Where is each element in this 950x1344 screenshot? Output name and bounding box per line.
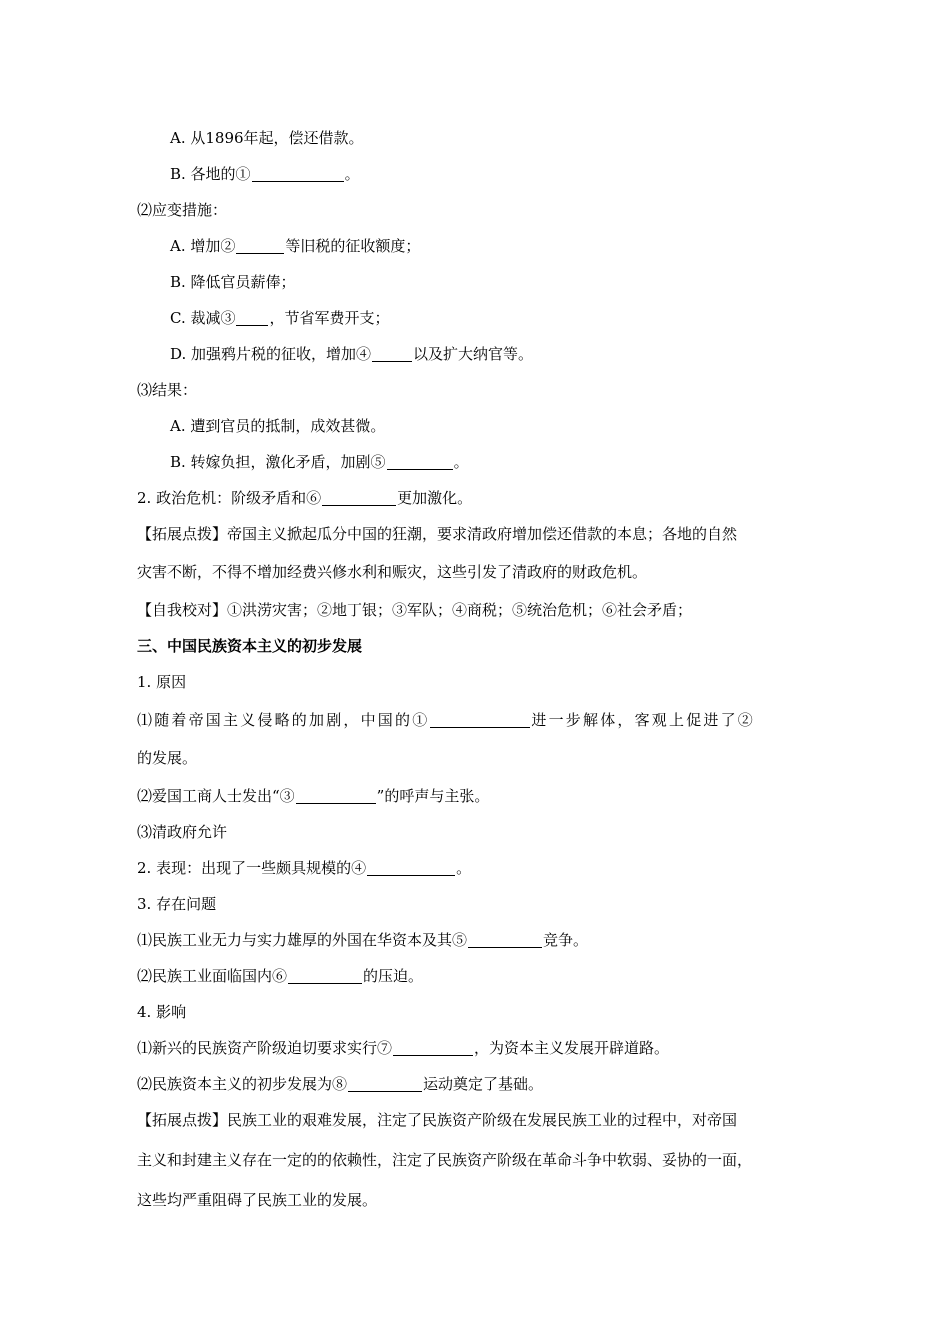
- measure-b: B. 降低官员薪俸；: [170, 273, 296, 291]
- blank-s3-1[interactable]: [430, 712, 530, 728]
- self-check: 【自我校对】①洪涝灾害；②地丁银；③军队；④商税；⑤统治危机；⑥社会矛盾；: [137, 601, 693, 619]
- problem-2: ⑵民族工业面临国内⑥ 的压迫。: [137, 967, 424, 985]
- tip-1-line-1: 【拓展点拨】帝国主义掀起瓜分中国的狂潮，要求清政府增加偿还借款的本息；各地的自然: [137, 525, 738, 543]
- cause-1-line-2: 的发展。: [137, 749, 198, 767]
- blank-1[interactable]: [252, 166, 344, 182]
- cause-heading: 1. 原因: [137, 673, 187, 691]
- measures-heading: ⑵应变措施：: [137, 201, 228, 219]
- blank-s3-6[interactable]: [288, 968, 362, 984]
- tip-2-line-2: 主义和封建主义存在一定的的依赖性，注定了民族资产阶级在革命斗争中软弱、妥协的一面，: [137, 1151, 753, 1169]
- cause-2: ⑵爱国工商人士发出“③ ”的呼声与主张。: [137, 787, 490, 805]
- blank-s3-5[interactable]: [468, 932, 542, 948]
- cause-a: A. 从1896年起，偿还借款。: [170, 129, 364, 147]
- impact-heading: 4. 影响: [137, 1003, 187, 1021]
- blank-s3-7[interactable]: [393, 1040, 473, 1056]
- measure-a: A. 增加② 等旧税的征收额度；: [170, 237, 421, 255]
- result-b: B. 转嫁负担，激化矛盾，加剧⑤ 。: [170, 453, 469, 471]
- section-3-heading: 三、中国民族资本主义的初步发展: [137, 637, 363, 655]
- impact-2: ⑵民族资本主义的初步发展为⑧ 运动奠定了基础。: [137, 1075, 544, 1093]
- blank-2[interactable]: [236, 238, 284, 254]
- political-crisis: 2. 政治危机：阶级矛盾和⑥ 更加激化。: [137, 489, 473, 507]
- cause-b: B. 各地的① 。: [170, 165, 360, 183]
- cause-1: ⑴随着帝国主义侵略的加剧，中国的① 进一步解体，客观上促进了②: [137, 711, 756, 729]
- blank-5[interactable]: [387, 454, 453, 470]
- tip-2-line-3: 这些均严重阻碍了民族工业的发展。: [137, 1191, 378, 1209]
- measure-d: D. 加强鸦片税的征收，增加④ 以及扩大纳官等。: [170, 345, 534, 363]
- blank-s3-4[interactable]: [367, 860, 455, 876]
- blank-s3-3[interactable]: [296, 788, 376, 804]
- blank-4[interactable]: [372, 346, 412, 362]
- tip-1-line-2: 灾害不断，不得不增加经费兴修水利和赈灾，这些引发了清政府的财政危机。: [137, 563, 648, 581]
- performance: 2. 表现：出现了一些颇具规模的④ 。: [137, 859, 472, 877]
- tip-2-line-1: 【拓展点拨】民族工业的艰难发展，注定了民族资产阶级在发展民族工业的过程中，对帝国: [137, 1111, 738, 1129]
- blank-3[interactable]: [236, 310, 268, 326]
- result-heading: ⑶结果：: [137, 381, 198, 399]
- measure-c: C. 裁减③ ，节省军费开支；: [170, 309, 390, 327]
- problem-1: ⑴民族工业无力与实力雄厚的外国在华资本及其⑤ 竞争。: [137, 931, 589, 949]
- result-a: A. 遭到官员的抵制，成效甚微。: [170, 417, 386, 435]
- blank-s3-8[interactable]: [348, 1076, 422, 1092]
- problem-heading: 3. 存在问题: [137, 895, 217, 913]
- cause-3: ⑶清政府允许: [137, 823, 228, 841]
- blank-6[interactable]: [322, 490, 396, 506]
- impact-1: ⑴新兴的民族资产阶级迫切要求实行⑦ ，为资本主义发展开辟道路。: [137, 1039, 670, 1057]
